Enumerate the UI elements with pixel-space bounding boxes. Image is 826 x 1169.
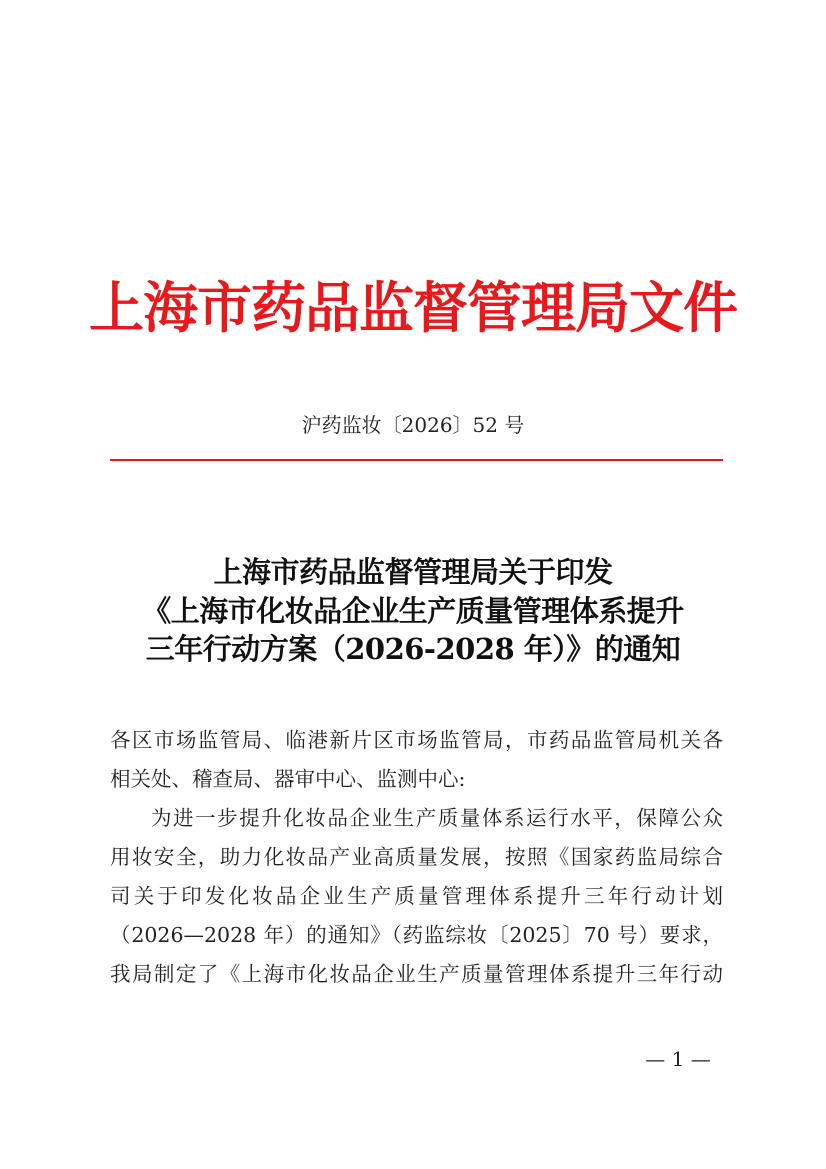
red-divider-line: [110, 459, 723, 461]
notice-title-line: 上海市药品监督管理局关于印发: [213, 555, 613, 589]
page-number: — 1 —: [645, 1047, 711, 1071]
paragraph-line: 用妆安全，助力化妆品产业高质量发展，按照《国家药监局综合: [110, 845, 723, 869]
paragraph-line: （2026—2028 年）的通知》（药监综妆〔2025〕70 号）要求，: [110, 923, 723, 947]
notice-title: [0, 553, 826, 669]
paragraph-line: 为进一步提升化妆品企业生产质量体系运行水平，保障公众: [151, 806, 723, 830]
body-text: [110, 721, 723, 994]
paragraph-line: 司关于印发化妆品企业生产质量管理体系提升三年行动计划: [110, 884, 723, 908]
recipients-line: 相关处、稽查局、器审中心、监测中心:: [110, 767, 466, 791]
notice-title-line: 三年行动方案（2026-2028 年）》的通知: [145, 632, 681, 666]
document-header-title: 上海市药品监督管理局文件: [88, 275, 737, 340]
document-number: 沪药监妆〔2026〕52 号: [301, 413, 525, 437]
recipients-line: 各区市场监管局、临港新片区市场监管局，市药品监管局机关各: [110, 728, 723, 752]
paragraph-line: 我局制定了《上海市化妆品企业生产质量管理体系提升三年行动: [110, 962, 723, 986]
notice-title-line: 《上海市化妆品企业生产质量管理体系提升: [142, 593, 684, 628]
